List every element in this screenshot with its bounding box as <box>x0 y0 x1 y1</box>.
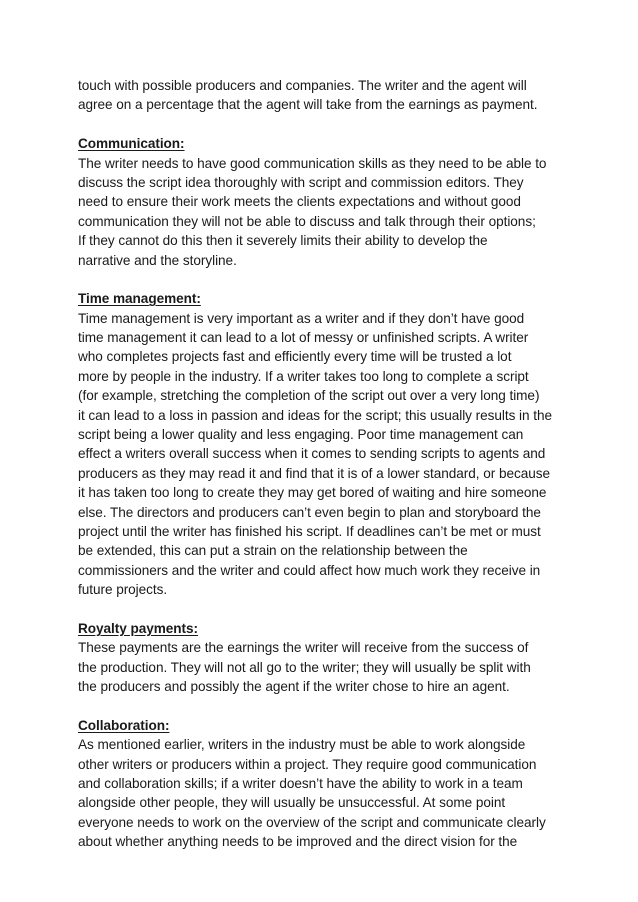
text-line: it can lead to a loss in passion and ideas for the script; this usually results in the <box>78 407 553 423</box>
text-line: and collaboration skills; if a writer doesn’t have the ability to work in a team <box>78 776 523 792</box>
text-line: future projects. <box>78 582 168 598</box>
section-communication <box>78 134 568 270</box>
section-heading: Communication: <box>78 136 185 152</box>
text-line: time management it can lead to a lot of messy or unfinished scripts. A writer <box>78 330 529 346</box>
text-line: (for example, stretching the completion of the script out over a very long time) <box>78 388 540 404</box>
text-line: commissioners and the writer and could affect how much work they receive in <box>78 562 541 578</box>
text-line: discuss the script idea thoroughly with script and commission editors. They <box>78 174 524 190</box>
text-line: be extended, this can put a strain on the relationship between the <box>78 543 468 559</box>
text-line: communication they will not be able to discuss and talk through their options; <box>78 213 536 229</box>
section-time-management <box>78 289 568 599</box>
text-line: agree on a percentage that the agent will take from the earnings as payment. <box>78 97 538 113</box>
text-line: else. The directors and producers can’t even begin to plan and storyboard the <box>78 504 541 520</box>
intro-paragraph <box>78 76 568 115</box>
text-line: narrative and the storyline. <box>78 252 237 268</box>
text-line: other writers or producers within a project. They require good communication <box>78 756 537 772</box>
text-line: the production. They will not all go to the writer; they will usually be split with <box>78 659 531 675</box>
text-line: who completes projects fast and efficiently every time will be trusted a lot <box>78 349 512 365</box>
text-line: about whether anything needs to be improved and the direct vision for the <box>78 834 518 850</box>
text-line: touch with possible producers and companies. The writer and the agent will <box>78 78 527 93</box>
text-line: script being a lower quality and less engaging. Poor time management can <box>78 427 524 443</box>
text-line: more by people in the industry. If a writer takes too long to complete a script <box>78 368 529 384</box>
section-heading: Time management: <box>78 291 201 307</box>
text-line: need to ensure their work meets the clients expectations and without good <box>78 194 521 210</box>
section-heading: Royalty payments: <box>78 620 199 636</box>
text-line: it has taken too long to create they may get bored of waiting and hire someone <box>78 485 547 501</box>
text-line: Time management is very important as a writer and if they don’t have good <box>78 310 525 326</box>
text-line: effect a writers overall success when it comes to sending scripts to agents and <box>78 446 546 462</box>
text-line: If they cannot do this then it severely limits their ability to develop the <box>78 233 488 249</box>
text-line: the producers and possibly the agent if the writer chose to hire an agent. <box>78 679 510 695</box>
section-collaboration <box>78 716 568 852</box>
text-line: producers as they may read it and find that it is of a lower standard, or because <box>78 465 550 481</box>
section-royalty-payments <box>78 619 568 697</box>
text-line: everyone needs to work on the overview of the script and communicate clearly <box>78 814 546 830</box>
text-line: The writer needs to have good communication skills as they need to be able to <box>78 155 547 171</box>
text-line: As mentioned earlier, writers in the industry must be able to work alongside <box>78 737 526 753</box>
text-line: These payments are the earnings the writer will receive from the success of <box>78 640 529 656</box>
document-page <box>78 76 568 852</box>
section-heading: Collaboration: <box>78 717 170 733</box>
text-line: project until the writer has finished his script. If deadlines can’t be met or must <box>78 523 541 539</box>
text-line: alongside other people, they will usually be unsuccessful. At some point <box>78 795 506 811</box>
